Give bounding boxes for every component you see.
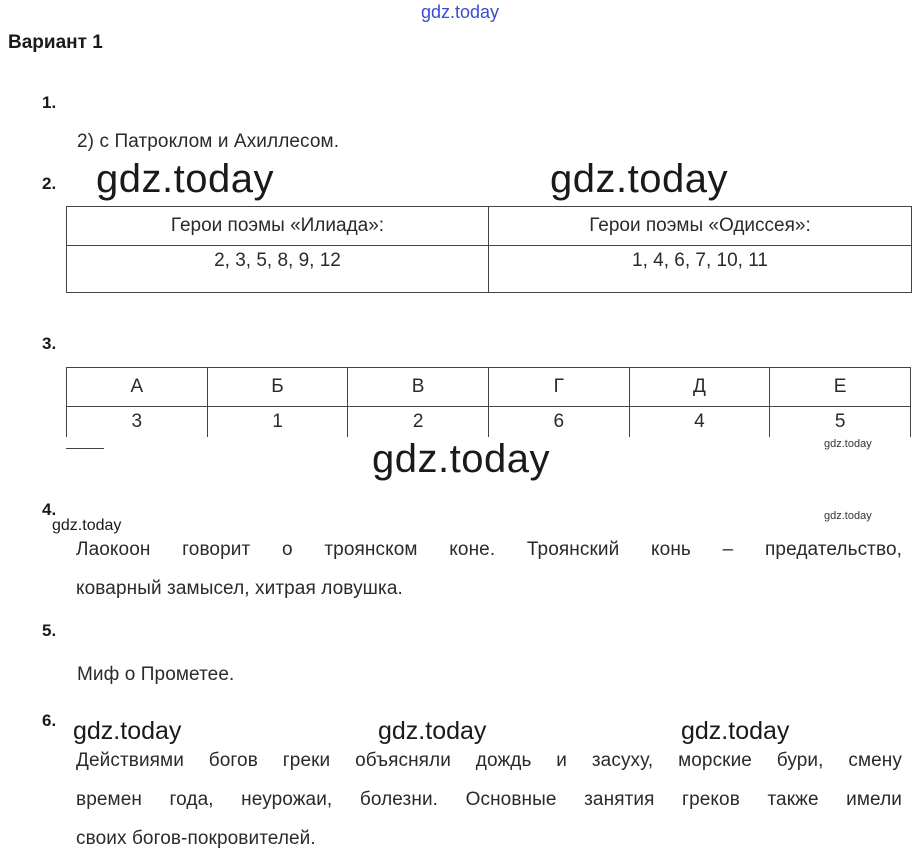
heroes-table <box>66 206 912 293</box>
answer-line: Лаокоон говорит о троянском коне. Троянский конь – предательство, <box>76 539 902 560</box>
variant-title: Вариант 1 <box>8 32 103 53</box>
question-number: 5. <box>42 621 57 640</box>
table-header-cell: Д <box>629 368 770 407</box>
question-number: 2. <box>42 174 57 193</box>
table-header-cell: Герои поэмы «Илиада»: <box>67 207 489 246</box>
table-header-cell: Герои поэмы «Одиссея»: <box>489 207 912 246</box>
table-row <box>67 407 911 438</box>
table-header-cell: А <box>67 368 208 407</box>
watermark-medium: gdz.today <box>378 717 487 745</box>
answer-line: времен года, неурожаи, болезни. Основные занятия греков также имели <box>76 789 902 810</box>
watermark-top: gdz.today <box>421 2 500 22</box>
matching-table <box>66 367 911 437</box>
watermark-small: gdz.today <box>52 517 122 534</box>
question-number: 4. <box>42 500 57 519</box>
table-header-cell: Е <box>770 368 911 407</box>
question-number: 1. <box>42 93 57 112</box>
watermark-large: gdz.today <box>550 157 728 201</box>
answer-line: Действиями богов греки объясняли дождь и засуху, морские бури, смену <box>76 750 902 771</box>
watermark-tiny: gdz.today <box>824 510 872 522</box>
watermark-large: gdz.today <box>96 157 274 201</box>
table-header-row <box>67 368 911 407</box>
table-row <box>67 246 912 293</box>
watermark-medium: gdz.today <box>73 717 182 745</box>
table-header-row <box>67 207 912 246</box>
table-header-cell: В <box>348 368 489 407</box>
watermark-tiny: gdz.today <box>824 438 872 450</box>
answer-line: коварный замысел, хитрая ловушка. <box>76 578 403 599</box>
table-cell: 1, 4, 6, 7, 10, 11 <box>489 246 912 293</box>
table-header-cell: Г <box>488 368 629 407</box>
watermark-medium: gdz.today <box>681 717 790 745</box>
watermark-large: gdz.today <box>372 437 550 481</box>
question-number: 6. <box>42 711 57 730</box>
table-fragment-line <box>66 448 104 449</box>
answer-text: Миф о Прометее. <box>77 664 235 685</box>
table-cell: 4 <box>629 407 770 438</box>
table-cell: 1 <box>207 407 348 438</box>
table-cell: 2 <box>348 407 489 438</box>
answer-line: своих богов-покровителей. <box>76 828 316 849</box>
answer-text: 2) с Патроклом и Ахиллесом. <box>77 131 340 152</box>
table-cell: 6 <box>488 407 629 438</box>
table-cell: 2, 3, 5, 8, 9, 12 <box>67 246 489 293</box>
question-number: 3. <box>42 334 57 353</box>
table-cell: 3 <box>67 407 208 438</box>
table-cell: 5 <box>770 407 911 438</box>
table-header-cell: Б <box>207 368 348 407</box>
